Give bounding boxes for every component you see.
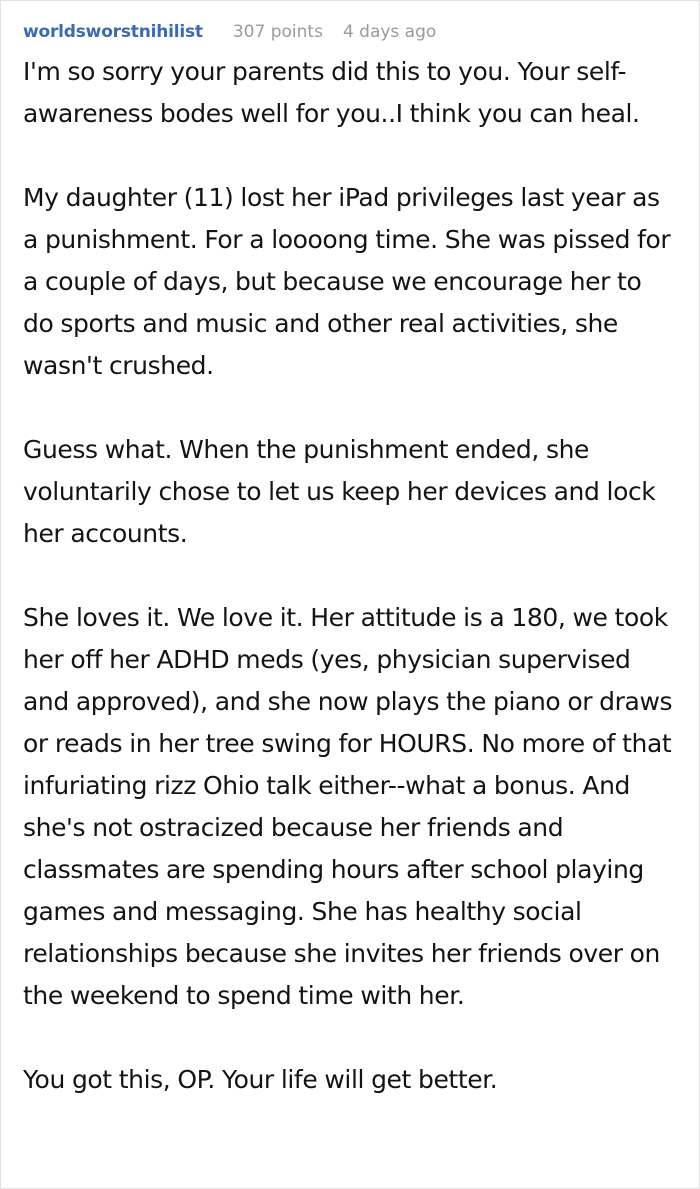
comment-paragraph: My daughter (11) lost her iPad privileges last year as a punishment. For a loooong time. She was pissed for a couple of days, but because we encourage her to do sports and music and other real activities, she wasn't crushed. (23, 183, 671, 380)
comment-body (23, 51, 679, 1101)
points-count: 307 points (232, 22, 323, 42)
comment-paragraph: She loves it. We love it. Her attitude is a 180, we took her off her ADHD meds (yes, physician supervised and approved), and she now plays the piano or draws or reads in her tree swing for HOURS. No more of that infuriating rizz Ohio talk either--what a bonus. And she's not ostracized because her friends and classmates are spending hours after school playing games and messaging. She has healthy social relationships because she invites her friends over on the weekend to spend time with her. (23, 603, 673, 1010)
comment-header (23, 17, 679, 47)
comment-paragraph: Guess what. When the punishment ended, she voluntarily chose to let us keep her devices and lock her accounts. (23, 435, 656, 548)
comment-paragraph: I'm so sorry your parents did this to you. Your self-awareness bodes well for you..I think you can heal. (23, 57, 640, 128)
comment-paragraph: You got this, OP. Your life will get better. (23, 1065, 498, 1094)
author-username-link[interactable]: worldsworstnihilist (23, 22, 203, 42)
timestamp: 4 days ago (342, 22, 437, 42)
